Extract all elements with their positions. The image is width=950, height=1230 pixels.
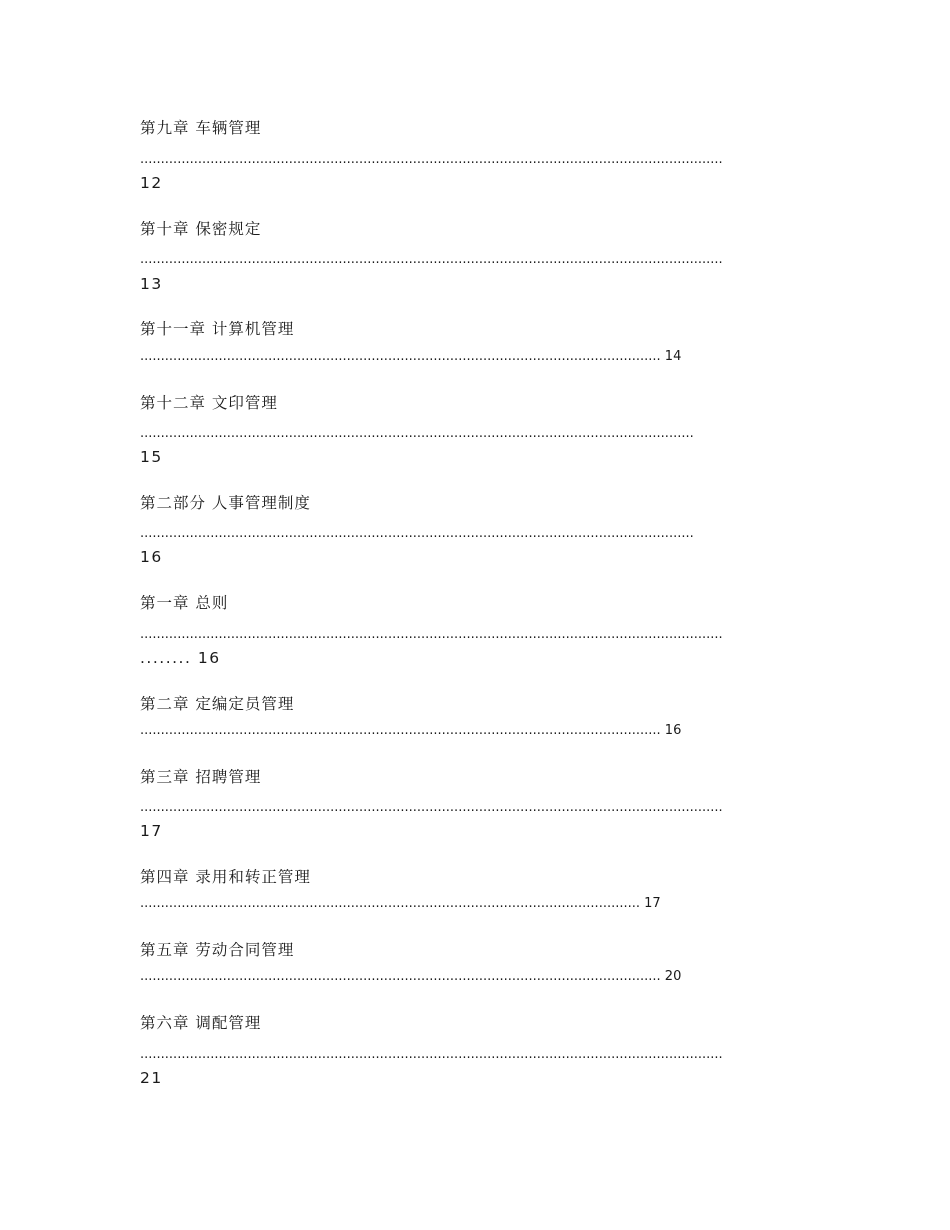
toc-page-number: 21 — [140, 1069, 163, 1087]
toc-page-number: ........ 16 — [140, 649, 221, 667]
toc-entry-title: 第十一章 计算机管理 — [140, 320, 295, 338]
toc-leader: ............................................................................................................................................. — [140, 1047, 723, 1062]
toc-leader: .............................................................................................................................. 20 — [140, 969, 682, 984]
toc-leader: ............................................................................................................................................. — [140, 252, 723, 267]
toc-leader: ............................................................................................................................................. — [140, 627, 723, 642]
toc-leader: .............................................................................................................................. 14 — [140, 349, 682, 364]
toc-page-number: 13 — [140, 275, 163, 293]
toc-page-number: 16 — [140, 548, 163, 566]
toc-leader: ......................................................................................................................... 17 — [140, 896, 661, 911]
toc-leader: ...................................................................................................................................... — [140, 426, 694, 441]
toc-entry-title: 第九章 车辆管理 — [140, 119, 262, 137]
toc-page-number: 12 — [140, 174, 163, 192]
toc-entry-title: 第五章 劳动合同管理 — [140, 941, 295, 959]
toc-entry-title: 第三章 招聘管理 — [140, 768, 262, 786]
toc-page-number: 17 — [140, 822, 163, 840]
toc-entry-title: 第六章 调配管理 — [140, 1014, 262, 1032]
toc-entry-title: 第四章 录用和转正管理 — [140, 868, 311, 886]
toc-leader: ............................................................................................................................................. — [140, 152, 723, 167]
toc-entry-title: 第二部分 人事管理制度 — [140, 494, 311, 512]
toc-leader: ............................................................................................................................................. — [140, 800, 723, 815]
toc-leader: ...................................................................................................................................... — [140, 526, 694, 541]
toc-page-number: 15 — [140, 448, 163, 466]
toc-entry-title: 第二章 定编定员管理 — [140, 695, 295, 713]
toc-entry-title: 第一章 总则 — [140, 594, 229, 612]
toc-entry-title: 第十章 保密规定 — [140, 220, 262, 238]
toc-entry-title: 第十二章 文印管理 — [140, 394, 278, 412]
toc-leader: .............................................................................................................................. 16 — [140, 723, 682, 738]
